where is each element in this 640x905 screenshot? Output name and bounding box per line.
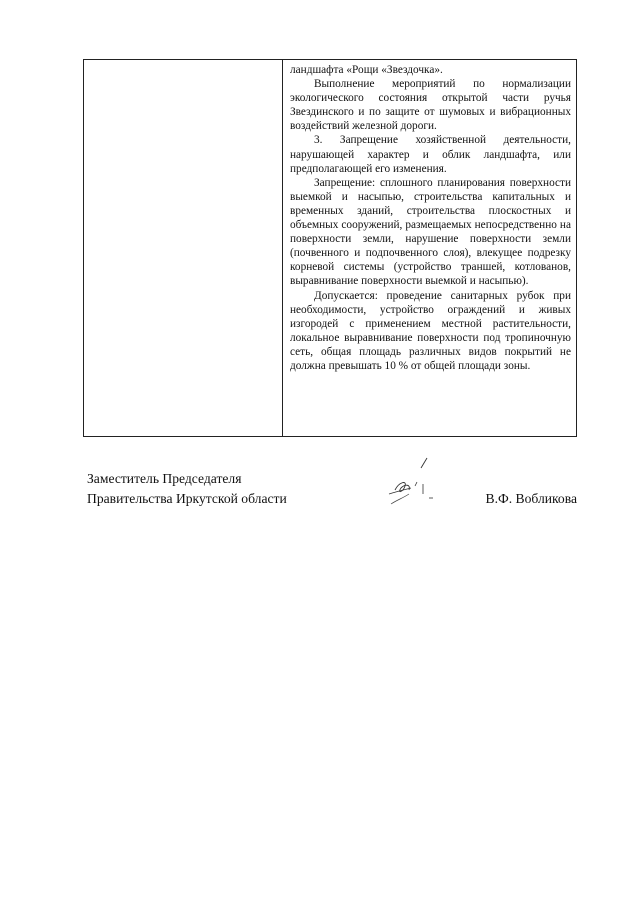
table-paragraph: Допускается: проведение санитарных рубок при необходимости, устройство ограждений и живых изгородей с применением местной растительности, локальное выравнивание поверхности под тропиночную сеть, общая площадь различных видов покрытий не должна превышать 10 % от общей площади зоны. [290,289,571,372]
table-paragraph: 3. Запрещение хозяйственной деятельности, нарушающей характер и облик ландшафта, или предполагающей его изменения. [290,134,571,175]
table-paragraph: Запрещение: сплошного планирования поверхности выемкой и насыпью, строительства капитальных и временных зданий, строительства плоскостных и объемных сооружений, размещаемых непосредственно на поверхности земли, нарушение поверхности земли (почвенного и подпочвенного слоя), влекущее подрезку корневой системы (устройство траншей, котлованов, выравнивание поверхности выемкой и насыпью). [290,176,571,288]
document-table [83,59,577,437]
signatory-position-line-2: Правительства Иркутской области [87,491,287,506]
signature-block [87,469,579,509]
table-paragraph: ландшафта «Рощи «Звездочка». [290,64,443,76]
table-column-divider [282,60,283,436]
signatory-name: В.Ф. Вобликова [485,491,577,506]
handwritten-signature [375,454,445,514]
signatory-position-line-1: Заместитель Председателя [87,471,242,486]
table-cell-right [290,63,571,373]
table-paragraph: Выполнение мероприятий по нормализации экологического состояния открытой части ручья Звездинского и по защите от шумовых и вибрационных воздействий железной дороги. [290,78,571,133]
